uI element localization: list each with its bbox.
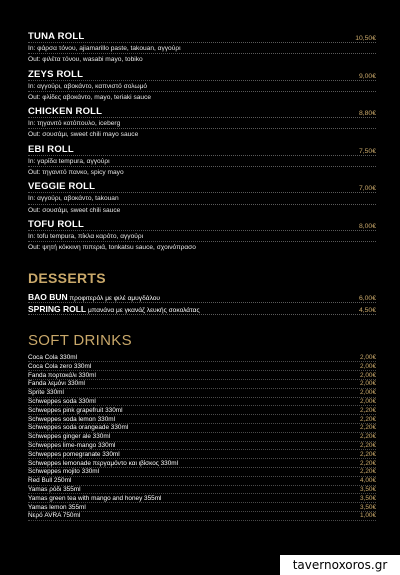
item-name: Schweppes ginger ale 330ml bbox=[28, 433, 111, 441]
soft-drinks-section bbox=[28, 332, 376, 521]
item-price: 4,00€ bbox=[360, 477, 376, 485]
item-name: Schweppes soda lemon 330ml bbox=[28, 415, 116, 423]
item-out-desc: Out: τηγανιτό πανκο, spicy mayo bbox=[28, 166, 376, 177]
item-out-desc: Out: ψητή κόκκινη πιπεριά, tonkatsu sauce, σχοινόπρασο bbox=[28, 241, 376, 252]
item-name: Yamas ρόδι 355ml bbox=[28, 485, 81, 493]
item-out-desc: Out: φλίδες αβοκάντο, mayo, teriaki sauce bbox=[28, 91, 376, 102]
item-name: Fanda πορτοκάλι 330ml bbox=[28, 371, 96, 379]
item-price: 3,50€ bbox=[360, 503, 376, 511]
item-price: 9,00€ bbox=[358, 72, 376, 80]
drink-item bbox=[28, 512, 376, 521]
item-name: BAO BUN bbox=[28, 292, 68, 303]
item-name: Coca Cola 330ml bbox=[28, 353, 78, 361]
item-price: 2,20€ bbox=[360, 459, 376, 467]
item-name: Νερό AVRA 750ml bbox=[28, 512, 81, 520]
item-price: 10,50€ bbox=[355, 35, 376, 42]
item-name: Schweppes soda 330ml bbox=[28, 397, 96, 405]
menu-item-ebi-roll bbox=[28, 140, 376, 178]
item-in-desc: In: γαρίδα tempura, αγγούρι bbox=[28, 155, 376, 166]
drink-item bbox=[28, 442, 376, 451]
item-name: Schweppes pink grapefruit 330ml bbox=[28, 406, 123, 414]
item-price: 2,20€ bbox=[360, 424, 376, 432]
menu-item-tofu-roll bbox=[28, 215, 376, 253]
drink-item bbox=[28, 362, 376, 371]
drink-item bbox=[28, 406, 376, 415]
item-in-desc: In: φάρσα τόνου, ajiamarillo paste, takouan, αγγούρι bbox=[28, 42, 376, 53]
item-name: ZEYS ROLL bbox=[28, 68, 84, 80]
drink-item bbox=[28, 459, 376, 468]
item-price: 2,20€ bbox=[360, 441, 376, 449]
item-out-desc: Out: σουσάμι, sweet chili sauce bbox=[28, 204, 376, 215]
menu-item-chicken-roll bbox=[28, 102, 376, 140]
section-title-desserts: DESSERTS bbox=[28, 269, 106, 286]
drink-item bbox=[28, 415, 376, 424]
item-price: 2,20€ bbox=[360, 468, 376, 476]
item-name: TUNA ROLL bbox=[28, 31, 85, 42]
item-price: 2,20€ bbox=[360, 415, 376, 423]
drink-item bbox=[28, 389, 376, 398]
item-price: 2,20€ bbox=[360, 406, 376, 414]
menu-item-spring-roll bbox=[28, 303, 376, 315]
item-price: 7,50€ bbox=[358, 147, 376, 155]
item-name: Schweppes lime-mango 330ml bbox=[28, 441, 116, 449]
item-desc: προφιτερόλ με φιλέ αμυγδάλου bbox=[69, 295, 161, 303]
item-price: 2,00€ bbox=[360, 389, 376, 397]
item-in-desc: In: τηγανιτό κοτόπουλο, iceberg bbox=[28, 117, 376, 128]
item-name: Schweppes soda orangeade 330ml bbox=[28, 424, 129, 432]
item-price: 2,00€ bbox=[360, 397, 376, 405]
rolls-list bbox=[28, 27, 376, 253]
menu-item-bao-bun bbox=[28, 292, 376, 304]
item-price: 3,50€ bbox=[360, 485, 376, 493]
menu-item-tuna-roll bbox=[28, 27, 376, 65]
item-name: TOFU ROLL bbox=[28, 218, 84, 230]
item-name: Schweppes lemonade περγαμόντο και ιβίσκος 330ml bbox=[28, 459, 179, 467]
item-price: 6,00€ bbox=[358, 295, 376, 303]
item-name: Schweppes mojito 330ml bbox=[28, 468, 100, 476]
item-name: Fanda λεμόνι 330ml bbox=[28, 380, 85, 388]
drink-item bbox=[28, 398, 376, 407]
item-name: Coca Cola zero 330ml bbox=[28, 362, 92, 370]
item-price: 2,00€ bbox=[360, 362, 376, 370]
item-price: 2,00€ bbox=[360, 380, 376, 388]
drink-item bbox=[28, 486, 376, 495]
item-in-desc: In: tofu tempura, πίκλα καρότο, αγγούρι bbox=[28, 230, 376, 241]
drink-item bbox=[28, 433, 376, 442]
item-price: 4,50€ bbox=[358, 306, 376, 314]
item-name: VEGGIE ROLL bbox=[28, 181, 96, 193]
item-name: Schweppes pomegranate 330ml bbox=[28, 450, 120, 458]
drink-item bbox=[28, 477, 376, 486]
item-name: CHICKEN ROLL bbox=[28, 106, 103, 118]
item-name: Yamas green tea with mango and honey 355ml bbox=[28, 494, 162, 502]
item-price: 8,00€ bbox=[358, 222, 376, 230]
item-price: 8,80€ bbox=[358, 110, 376, 118]
item-price: 2,00€ bbox=[360, 353, 376, 361]
menu-page bbox=[28, 27, 376, 521]
item-name: EBI ROLL bbox=[28, 143, 74, 155]
item-name: SPRING ROLL bbox=[28, 303, 87, 314]
drink-item bbox=[28, 371, 376, 380]
menu-item-zeys-roll bbox=[28, 65, 376, 103]
item-in-desc: In: αγγούρι, αβοκάντο, takouan bbox=[28, 192, 376, 203]
item-out-desc: Out: φιλέτα τόνου, wasabi mayo, tobiko bbox=[28, 53, 376, 64]
item-price: 3,50€ bbox=[360, 494, 376, 502]
item-out-desc: Out: σουσάμι, sweet chili mayo sauce bbox=[28, 128, 376, 139]
drink-item bbox=[28, 424, 376, 433]
drink-item bbox=[28, 494, 376, 503]
item-price: 2,20€ bbox=[360, 433, 376, 441]
item-price: 7,00€ bbox=[358, 185, 376, 193]
item-name: Sprite 330ml bbox=[28, 389, 64, 397]
drink-item bbox=[28, 503, 376, 512]
item-price: 2,20€ bbox=[360, 450, 376, 458]
item-in-desc: In: αγγούρι, αβοκάντο, καπνιστό σολωμό bbox=[28, 80, 376, 91]
item-name: Yamas lemon 355ml bbox=[28, 503, 86, 511]
site-watermark: tavernoxoros.gr bbox=[280, 555, 400, 575]
item-price: 2,00€ bbox=[360, 371, 376, 379]
item-desc: μπανάνα με γκανάζ λευκής σοκολάτας bbox=[87, 306, 200, 314]
drink-item bbox=[28, 380, 376, 389]
item-name: Red Bull 250ml bbox=[28, 477, 72, 485]
drink-item bbox=[28, 450, 376, 459]
drink-item bbox=[28, 354, 376, 363]
drink-item bbox=[28, 468, 376, 477]
section-title-soft-drinks: SOFT DRINKS bbox=[28, 331, 132, 349]
desserts-section bbox=[28, 270, 376, 315]
item-price: 1,00€ bbox=[360, 512, 376, 520]
menu-item-veggie-roll bbox=[28, 177, 376, 215]
